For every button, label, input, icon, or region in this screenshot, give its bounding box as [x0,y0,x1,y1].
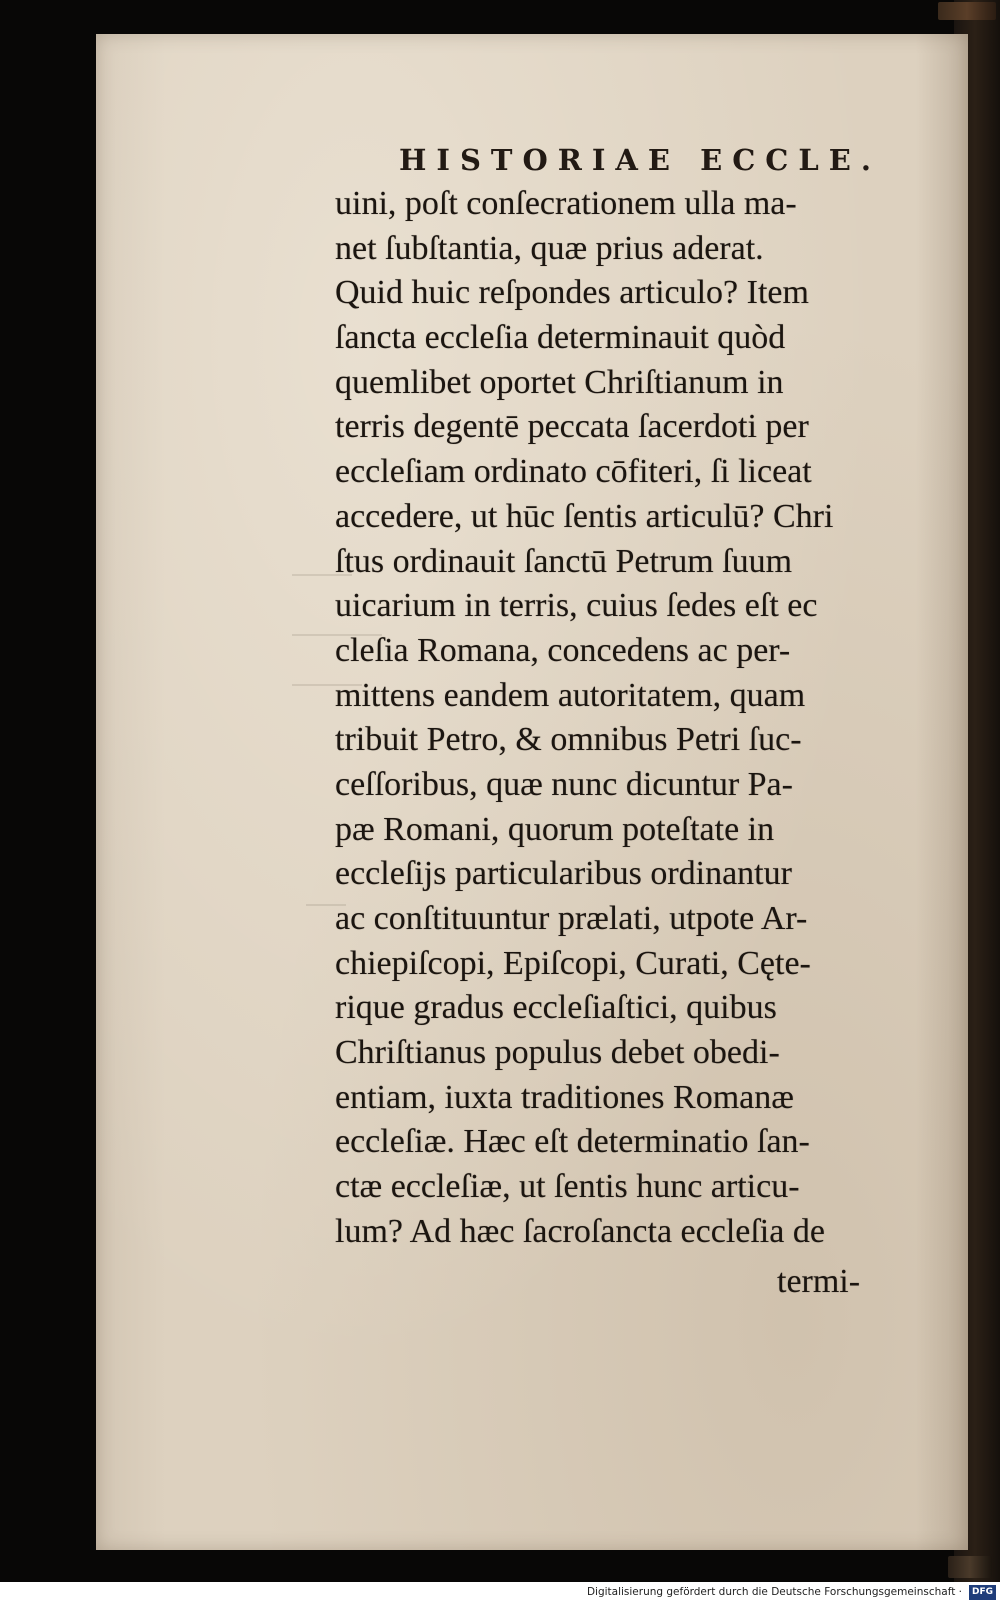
dfg-logo: DFG [969,1585,996,1600]
catchword: termi- [777,1262,861,1300]
text-line: chiepiſcopi, Epiſcopi, Curati, Cęte- [335,944,811,982]
running-head: HISTORIAE ECCLE. [399,143,881,177]
text-line: cleſia Romana, concedens ac per- [335,631,791,669]
text-line: eccleſiæ. Hæc eſt determinatio ſan- [335,1123,810,1161]
text-line: pæ Romani, quorum poteſtate in [335,810,775,848]
text-line: uicarium in terris, cuius ſedes eſt ec [335,587,818,625]
text-line: ctæ eccleſiæ, ut ſentis hunc articu- [335,1168,800,1206]
book-corner-top [938,2,996,20]
text-line: ſtus ordinauit ſanctū Petrum ſuum [335,542,793,580]
text-line: net ſubſtantia, quæ prius aderat. [335,229,764,267]
text-line: ac conſtituuntur prælati, utpote Ar- [335,900,808,937]
text-line: Quid huic reſpondes articulo? Item [335,274,809,312]
text-line: ceſſoribus, quæ nunc dicuntur Pa- [335,765,793,803]
text-line: mittens eandem autoritatem, quam [335,676,806,714]
text-line: entiam, iuxta traditiones Romanæ [335,1078,794,1116]
footer-bar [0,1582,1000,1603]
text-line: eccleſijs particularibus ordinantur [335,855,792,893]
text-line: Chriſtianus populus debet obedi- [335,1034,780,1072]
text-line: terris degentē peccata ſacerdoti per [335,408,809,446]
book-corner-bottom [948,1556,992,1578]
page-text-block [335,138,935,1309]
text-line: rique gradus eccleſiaſtici, quibus [335,989,777,1027]
text-line: ſancta eccleſia determinauit quòd [335,319,786,357]
text-line: eccleſiam ordinato cōfiteri, ſi liceat [335,453,812,491]
text-line: uini, poſt conſecrationem ulla ma- [335,185,797,222]
text-line: lum? Ad hæc ſacroſancta eccleſia de [335,1212,825,1250]
text-line: accedere, ut hūc ſentis articulū? Chri [335,497,834,535]
funding-credit: Digitalisierung gefördert durch die Deutsche Forschungsgemeinschaft · [586,1586,962,1598]
text-lines [335,182,935,1255]
text-line: quemlibet oportet Chriſtianum in [335,363,784,401]
text-line: tribuit Petro, & omnibus Petri ſuc- [335,721,802,759]
